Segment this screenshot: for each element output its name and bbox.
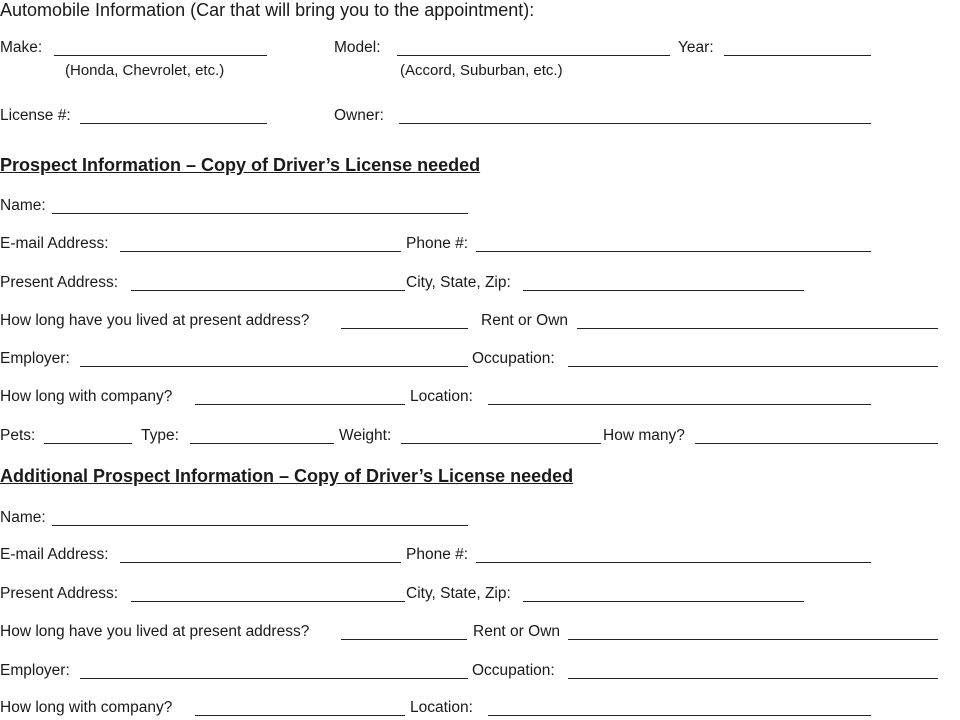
additional-howlong-field[interactable] <box>341 639 467 640</box>
prospect-location-field[interactable] <box>488 404 871 405</box>
make-label: Make: <box>0 39 43 56</box>
pets-field[interactable] <box>44 443 132 444</box>
prospect-employer-field[interactable] <box>80 366 468 367</box>
prospect-phone-label: Phone #: <box>406 235 469 252</box>
prospect-name-label: Name: <box>0 197 46 214</box>
year-label: Year: <box>678 39 714 56</box>
prospect-address-label: Present Address: <box>0 274 119 291</box>
weight-label: Weight: <box>339 427 392 444</box>
license-field[interactable] <box>80 123 267 124</box>
additional-email-label: E-mail Address: <box>0 546 109 563</box>
prospect-rent-field[interactable] <box>577 328 938 329</box>
additional-city-field[interactable] <box>523 601 804 602</box>
additional-employer-field[interactable] <box>80 678 468 679</box>
prospect-email-label: E-mail Address: <box>0 235 109 252</box>
model-field[interactable] <box>397 55 670 56</box>
prospect-phone-field[interactable] <box>476 251 871 252</box>
additional-location-field[interactable] <box>488 715 871 716</box>
make-hint: (Honda, Chevrolet, etc.) <box>65 62 225 79</box>
prospect-address-field[interactable] <box>131 290 405 291</box>
additional-company-field[interactable] <box>195 715 405 716</box>
additional-address-label: Present Address: <box>0 585 119 602</box>
prospect-heading: Prospect Information – Copy of Driver’s License needed <box>0 155 481 175</box>
additional-phone-field[interactable] <box>476 562 871 563</box>
additional-howlong-label: How long have you lived at present address? <box>0 623 310 640</box>
make-field[interactable] <box>54 55 267 56</box>
additional-address-field[interactable] <box>131 601 405 602</box>
type-label: Type: <box>141 427 179 444</box>
prospect-city-label: City, State, Zip: <box>406 274 511 291</box>
prospect-name-field[interactable] <box>52 213 468 214</box>
additional-location-label: Location: <box>410 699 473 716</box>
additional-phone-label: Phone #: <box>406 546 469 563</box>
pets-label: Pets: <box>0 427 36 444</box>
prospect-howlong-field[interactable] <box>341 328 468 329</box>
additional-employer-label: Employer: <box>0 662 70 679</box>
additional-name-label: Name: <box>0 509 46 526</box>
prospect-city-field[interactable] <box>523 290 804 291</box>
license-label: License #: <box>0 107 71 124</box>
prospect-employer-label: Employer: <box>0 350 70 367</box>
prospect-company-field[interactable] <box>195 404 405 405</box>
additional-occupation-field[interactable] <box>568 678 938 679</box>
prospect-occupation-label: Occupation: <box>472 350 555 367</box>
prospect-email-field[interactable] <box>120 251 401 252</box>
automobile-title: Automobile Information (Car that will bring you to the appointment): <box>0 0 535 20</box>
prospect-rent-label: Rent or Own <box>481 312 569 329</box>
howmany-field[interactable] <box>695 443 938 444</box>
additional-company-label: How long with company? <box>0 699 173 716</box>
additional-occupation-label: Occupation: <box>472 662 555 679</box>
model-label: Model: <box>334 39 381 56</box>
additional-city-label: City, State, Zip: <box>406 585 511 602</box>
additional-rent-field[interactable] <box>568 639 938 640</box>
owner-field[interactable] <box>399 123 871 124</box>
additional-heading: Additional Prospect Information – Copy of Driver’s License needed <box>0 466 574 486</box>
prospect-company-label: How long with company? <box>0 388 173 405</box>
prospect-howlong-label: How long have you lived at present address? <box>0 312 310 329</box>
prospect-occupation-field[interactable] <box>568 366 938 367</box>
additional-email-field[interactable] <box>120 562 401 563</box>
additional-name-field[interactable] <box>52 525 468 526</box>
howmany-label: How many? <box>603 427 685 444</box>
type-field[interactable] <box>190 443 334 444</box>
additional-rent-label: Rent or Own <box>473 623 561 640</box>
year-field[interactable] <box>724 55 871 56</box>
weight-field[interactable] <box>401 443 601 444</box>
prospect-location-label: Location: <box>410 388 473 405</box>
model-hint: (Accord, Suburban, etc.) <box>400 62 563 79</box>
owner-label: Owner: <box>334 107 384 124</box>
